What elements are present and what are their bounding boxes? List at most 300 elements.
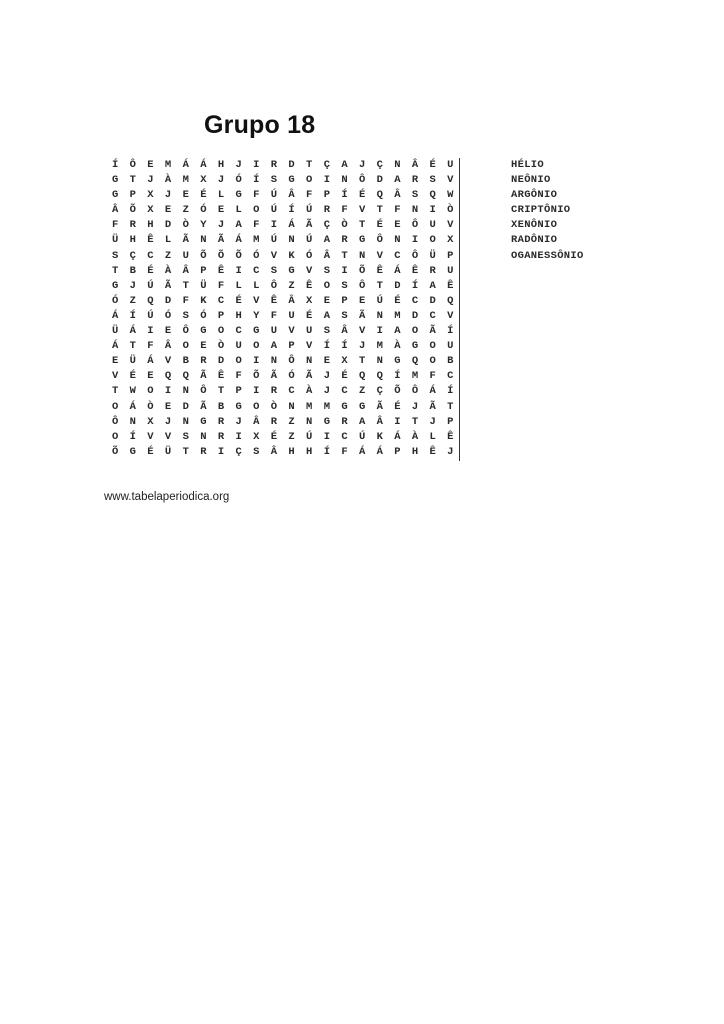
grid-letter: Á <box>200 159 207 171</box>
grid-letter: J <box>429 415 436 428</box>
grid-letter: Q <box>376 189 383 202</box>
page-title: Grupo 18 <box>204 111 316 139</box>
grid-letter: O <box>182 340 189 353</box>
grid-letter: J <box>164 415 172 428</box>
grid-letter: Ô <box>411 219 419 232</box>
grid-letter: É <box>129 370 136 383</box>
grid-letter: U <box>182 249 189 262</box>
grid-letter: M <box>306 400 313 413</box>
grid-letter: V <box>306 264 313 277</box>
grid-letter: Ó <box>164 309 172 322</box>
grid-letter: Â <box>288 294 295 307</box>
grid-letter: O <box>253 400 260 413</box>
grid-letter: N <box>341 174 348 187</box>
grid-letter: Ê <box>447 430 454 443</box>
grid-letter: X <box>306 294 313 307</box>
grid-letter: V <box>447 174 454 187</box>
grid-letter: N <box>288 234 295 247</box>
grid-letter: É <box>358 189 366 202</box>
grid-letter: G <box>235 400 242 413</box>
grid-row <box>112 384 454 399</box>
grid-letter: C <box>341 385 348 398</box>
grid-letter: P <box>447 415 454 428</box>
grid-letter: H <box>217 159 225 171</box>
grid-letter: Z <box>182 204 189 217</box>
grid-letter: Ã <box>306 219 313 232</box>
grid-letter: Â <box>182 264 189 277</box>
grid-letter: G <box>394 355 401 368</box>
grid-letter: T <box>376 204 383 217</box>
grid-row <box>112 445 454 460</box>
grid-letter: Á <box>112 340 119 353</box>
grid-letter: U <box>447 340 454 353</box>
grid-letter: Ã <box>429 325 436 338</box>
grid-letter: Ç <box>323 219 330 232</box>
grid-letter: O <box>112 430 119 443</box>
grid-letter: V <box>288 325 295 338</box>
grid-letter: T <box>411 415 419 428</box>
grid-letter: Ã <box>200 370 207 383</box>
grid-letter: Ê <box>447 279 454 292</box>
word-list <box>511 158 584 264</box>
word-list-item: NEÔNIO <box>511 174 551 187</box>
grid-letter: R <box>411 174 419 187</box>
grid-letter: Q <box>429 189 436 202</box>
grid-letter: L <box>429 430 436 443</box>
grid-letter: T <box>129 340 136 353</box>
grid-letter: O <box>235 355 242 368</box>
grid-letter: M <box>253 234 260 247</box>
grid-letter: J <box>323 370 330 383</box>
grid-letter: K <box>376 430 383 443</box>
grid-letter: Q <box>447 294 454 307</box>
grid-letter: Ò <box>270 400 278 413</box>
grid-letter: V <box>147 430 154 443</box>
grid-letter: Ê <box>270 294 278 307</box>
grid-letter: Ã <box>306 370 313 383</box>
grid-letter: É <box>147 445 154 458</box>
grid-letter: A <box>341 159 348 171</box>
grid-letter: Á <box>147 355 154 368</box>
grid-letter: V <box>164 355 172 368</box>
grid-letter: Í <box>323 340 330 353</box>
grid-letter: J <box>164 189 172 202</box>
grid-letter: Ú <box>306 234 313 247</box>
grid-row <box>112 294 454 309</box>
grid-letter: Á <box>288 219 295 232</box>
grid-letter: I <box>270 219 278 232</box>
grid-letter: Ã <box>429 400 436 413</box>
grid-letter: S <box>323 264 330 277</box>
grid-letter: À <box>394 340 401 353</box>
grid-letter: A <box>235 219 242 232</box>
grid-row <box>112 430 454 445</box>
grid-letter: J <box>235 415 242 428</box>
grid-letter: R <box>323 204 330 217</box>
grid-letter: N <box>394 234 401 247</box>
grid-letter: V <box>306 340 313 353</box>
grid-letter: Â <box>341 325 348 338</box>
grid-letter: G <box>411 340 419 353</box>
grid-letter: Ê <box>306 279 313 292</box>
grid-letter: X <box>147 415 154 428</box>
grid-letter: I <box>235 264 242 277</box>
grid-letter: A <box>429 279 436 292</box>
grid-letter: Z <box>164 249 172 262</box>
grid-letter: J <box>358 340 366 353</box>
grid-letter: O <box>429 234 436 247</box>
grid-letter: G <box>129 445 136 458</box>
grid-letter: U <box>270 325 278 338</box>
grid-letter: P <box>341 294 348 307</box>
grid-letter: G <box>288 264 295 277</box>
grid-letter: Z <box>129 294 136 307</box>
grid-letter: O <box>147 385 154 398</box>
grid-letter: G <box>200 415 207 428</box>
grid-letter: E <box>164 325 172 338</box>
grid-row <box>112 158 454 173</box>
grid-letter: Á <box>129 400 136 413</box>
grid-letter: É <box>147 264 154 277</box>
grid-letter: V <box>358 204 366 217</box>
grid-letter: Q <box>164 370 172 383</box>
grid-letter: U <box>288 309 295 322</box>
grid-letter: V <box>270 249 278 262</box>
grid-letter: R <box>270 385 278 398</box>
grid-letter: N <box>306 355 313 368</box>
grid-letter: Ã <box>376 400 383 413</box>
grid-letter: T <box>182 279 189 292</box>
grid-letter: I <box>164 385 172 398</box>
grid-letter: E <box>358 294 366 307</box>
grid-letter: Â <box>376 415 383 428</box>
grid-letter: Ü <box>112 234 119 247</box>
grid-letter: Ã <box>270 370 278 383</box>
grid-letter: M <box>394 309 401 322</box>
grid-letter: Ü <box>429 249 436 262</box>
grid-letter: L <box>217 189 225 202</box>
grid-letter: Í <box>129 309 136 322</box>
grid-letter: G <box>112 174 119 187</box>
grid-row <box>112 188 454 203</box>
grid-letter: Ê <box>376 264 383 277</box>
grid-letter: T <box>129 174 136 187</box>
grid-letter: Â <box>394 189 401 202</box>
grid-letter: G <box>112 189 119 202</box>
grid-letter: H <box>306 445 313 458</box>
grid-letter: X <box>253 430 260 443</box>
grid-letter: O <box>253 340 260 353</box>
grid-letter: Q <box>147 294 154 307</box>
grid-letter: F <box>235 370 242 383</box>
grid-letter: Ç <box>323 159 330 171</box>
grid-letter: C <box>147 249 154 262</box>
grid-letter: S <box>341 279 348 292</box>
grid-letter: Õ <box>253 370 260 383</box>
grid-letter: G <box>235 189 242 202</box>
grid-row <box>112 233 454 248</box>
grid-letter: Ã <box>182 234 189 247</box>
grid-letter: É <box>341 370 348 383</box>
grid-letter: U <box>429 219 436 232</box>
grid-letter: B <box>217 400 225 413</box>
grid-letter: T <box>341 249 348 262</box>
grid-letter: Ò <box>447 204 454 217</box>
grid-letter: G <box>253 325 260 338</box>
grid-letter: L <box>235 279 242 292</box>
grid-row <box>112 400 454 415</box>
grid-letter: E <box>323 294 330 307</box>
grid-letter: Ô <box>358 279 366 292</box>
grid-letter: Ó <box>200 204 207 217</box>
grid-letter: A <box>394 325 401 338</box>
grid-letter: É <box>394 400 401 413</box>
grid-letter: D <box>217 355 225 368</box>
grid-letter: K <box>200 294 207 307</box>
grid-row <box>112 309 454 324</box>
grid-letter: R <box>129 219 136 232</box>
grid-row <box>112 264 454 279</box>
grid-letter: E <box>164 204 172 217</box>
grid-letter: Ê <box>217 264 225 277</box>
grid-letter: Ó <box>235 174 242 187</box>
grid-letter: R <box>429 264 436 277</box>
grid-letter: Ô <box>200 385 207 398</box>
grid-letter: E <box>323 355 330 368</box>
grid-letter: T <box>306 159 313 171</box>
grid-letter: Ú <box>358 430 366 443</box>
grid-letter: I <box>394 415 401 428</box>
word-list-item: RADÔNIO <box>511 234 558 247</box>
grid-letter: Ê <box>217 370 225 383</box>
grid-letter: F <box>217 279 225 292</box>
grid-letter: Í <box>288 204 295 217</box>
grid-letter: Õ <box>394 385 401 398</box>
grid-letter: Ú <box>376 294 383 307</box>
grid-letter: D <box>394 279 401 292</box>
grid-letter: S <box>411 189 419 202</box>
grid-letter: Á <box>235 234 242 247</box>
grid-letter: B <box>182 355 189 368</box>
grid-letter: V <box>376 249 383 262</box>
grid-letter: U <box>235 340 242 353</box>
grid-divider <box>459 158 460 461</box>
grid-letter: Ó <box>253 249 260 262</box>
grid-letter: N <box>182 415 189 428</box>
grid-letter: E <box>217 204 225 217</box>
grid-letter: Ô <box>182 325 189 338</box>
grid-letter: X <box>447 234 454 247</box>
grid-letter: N <box>270 355 278 368</box>
grid-letter: I <box>411 234 419 247</box>
grid-letter: Q <box>358 370 366 383</box>
grid-letter: X <box>147 204 154 217</box>
grid-letter: Z <box>358 385 366 398</box>
grid-letter: Ô <box>112 415 119 428</box>
grid-letter: C <box>429 309 436 322</box>
grid-letter: P <box>200 264 207 277</box>
grid-letter: A <box>358 415 366 428</box>
grid-letter: Ú <box>306 204 313 217</box>
grid-letter: H <box>147 219 154 232</box>
grid-letter: Í <box>129 430 136 443</box>
grid-letter: M <box>182 174 189 187</box>
grid-letter: I <box>253 385 260 398</box>
grid-letter: L <box>253 279 260 292</box>
grid-letter: I <box>253 159 260 171</box>
grid-letter: H <box>288 445 295 458</box>
grid-letter: T <box>182 445 189 458</box>
grid-letter: M <box>164 159 172 171</box>
grid-letter: W <box>129 385 136 398</box>
grid-letter: À <box>306 385 313 398</box>
grid-letter: Ô <box>358 174 366 187</box>
grid-letter: I <box>235 430 242 443</box>
grid-row <box>112 218 454 233</box>
grid-letter: A <box>394 174 401 187</box>
grid-letter: S <box>182 430 189 443</box>
grid-letter: I <box>323 430 330 443</box>
grid-letter: P <box>235 385 242 398</box>
grid-letter: S <box>341 309 348 322</box>
grid-letter: P <box>394 445 401 458</box>
grid-letter: À <box>411 430 419 443</box>
grid-letter: Ú <box>147 279 154 292</box>
grid-letter: Ü <box>129 355 136 368</box>
grid-letter: Ã <box>200 400 207 413</box>
grid-letter: J <box>129 279 136 292</box>
grid-letter: O <box>323 279 330 292</box>
grid-letter: L <box>164 234 172 247</box>
grid-letter: S <box>253 445 260 458</box>
grid-letter: Ê <box>147 234 154 247</box>
grid-letter: M <box>323 400 330 413</box>
grid-letter: Ò <box>182 219 189 232</box>
grid-letter: V <box>112 370 119 383</box>
grid-letter: Â <box>253 415 260 428</box>
grid-letter: S <box>323 325 330 338</box>
grid-letter: H <box>411 445 419 458</box>
grid-row <box>112 369 454 384</box>
grid-letter: N <box>306 415 313 428</box>
grid-letter: P <box>288 340 295 353</box>
grid-letter: Ò <box>217 340 225 353</box>
grid-letter: H <box>129 234 136 247</box>
grid-letter: Q <box>182 370 189 383</box>
grid-letter: D <box>164 219 172 232</box>
grid-letter: É <box>200 189 207 202</box>
grid-letter: Y <box>200 219 207 232</box>
grid-letter: É <box>306 309 313 322</box>
grid-letter: R <box>217 415 225 428</box>
grid-letter: Í <box>411 279 419 292</box>
grid-letter: Z <box>288 279 295 292</box>
grid-letter: F <box>429 370 436 383</box>
grid-letter: N <box>129 415 136 428</box>
grid-letter: V <box>164 430 172 443</box>
grid-letter: G <box>358 234 366 247</box>
grid-letter: Ç <box>129 249 136 262</box>
word-list-item: ARGÔNIO <box>511 189 558 202</box>
grid-letter: X <box>147 189 154 202</box>
word-list-item: HÉLIO <box>511 159 545 171</box>
grid-letter: V <box>253 294 260 307</box>
grid-letter: A <box>323 309 330 322</box>
grid-letter: Ü <box>200 279 207 292</box>
grid-letter: Ò <box>147 400 154 413</box>
grid-letter: O <box>306 174 313 187</box>
grid-row <box>112 249 454 264</box>
grid-letter: R <box>270 159 278 171</box>
grid-letter: E <box>394 219 401 232</box>
grid-letter: D <box>164 294 172 307</box>
word-search-grid <box>112 158 454 460</box>
grid-letter: T <box>358 219 366 232</box>
grid-letter: V <box>358 325 366 338</box>
grid-row <box>112 354 454 369</box>
grid-letter: Ç <box>235 445 242 458</box>
grid-letter: S <box>270 264 278 277</box>
grid-letter: Õ <box>112 445 119 458</box>
grid-letter: O <box>411 325 419 338</box>
grid-row <box>112 173 454 188</box>
grid-row <box>112 339 454 354</box>
grid-letter: G <box>200 325 207 338</box>
grid-letter: Í <box>447 325 454 338</box>
grid-letter: N <box>200 430 207 443</box>
grid-letter: Â <box>112 204 119 217</box>
grid-letter: Ã <box>217 234 225 247</box>
grid-letter: F <box>270 309 278 322</box>
grid-letter: J <box>358 159 366 171</box>
grid-letter: B <box>447 355 454 368</box>
grid-letter: H <box>235 309 242 322</box>
grid-letter: Á <box>112 309 119 322</box>
grid-letter: E <box>147 370 154 383</box>
grid-letter: E <box>200 340 207 353</box>
grid-letter: P <box>129 189 136 202</box>
grid-letter: Ô <box>376 234 383 247</box>
grid-letter: Ú <box>147 309 154 322</box>
grid-letter: T <box>358 355 366 368</box>
grid-letter: C <box>253 264 260 277</box>
grid-letter: Í <box>341 340 348 353</box>
grid-letter: S <box>429 174 436 187</box>
grid-letter: Ô <box>288 355 295 368</box>
grid-letter: M <box>376 340 383 353</box>
grid-letter: X <box>200 174 207 187</box>
grid-letter: Ê <box>411 264 419 277</box>
grid-letter: B <box>129 264 136 277</box>
grid-letter: G <box>358 400 366 413</box>
grid-letter: Ó <box>288 370 295 383</box>
grid-letter: F <box>306 189 313 202</box>
grid-letter: Â <box>323 249 330 262</box>
grid-letter: R <box>341 415 348 428</box>
grid-letter: S <box>270 174 278 187</box>
grid-letter: Ô <box>270 279 278 292</box>
grid-letter: D <box>288 159 295 171</box>
grid-letter: Ô <box>411 249 419 262</box>
grid-letter: Q <box>376 370 383 383</box>
grid-letter: Â <box>270 445 278 458</box>
grid-letter: Ü <box>164 445 172 458</box>
grid-letter: I <box>147 325 154 338</box>
grid-letter: J <box>147 174 154 187</box>
grid-letter: É <box>429 159 436 171</box>
grid-row <box>112 203 454 218</box>
grid-letter: I <box>217 445 225 458</box>
